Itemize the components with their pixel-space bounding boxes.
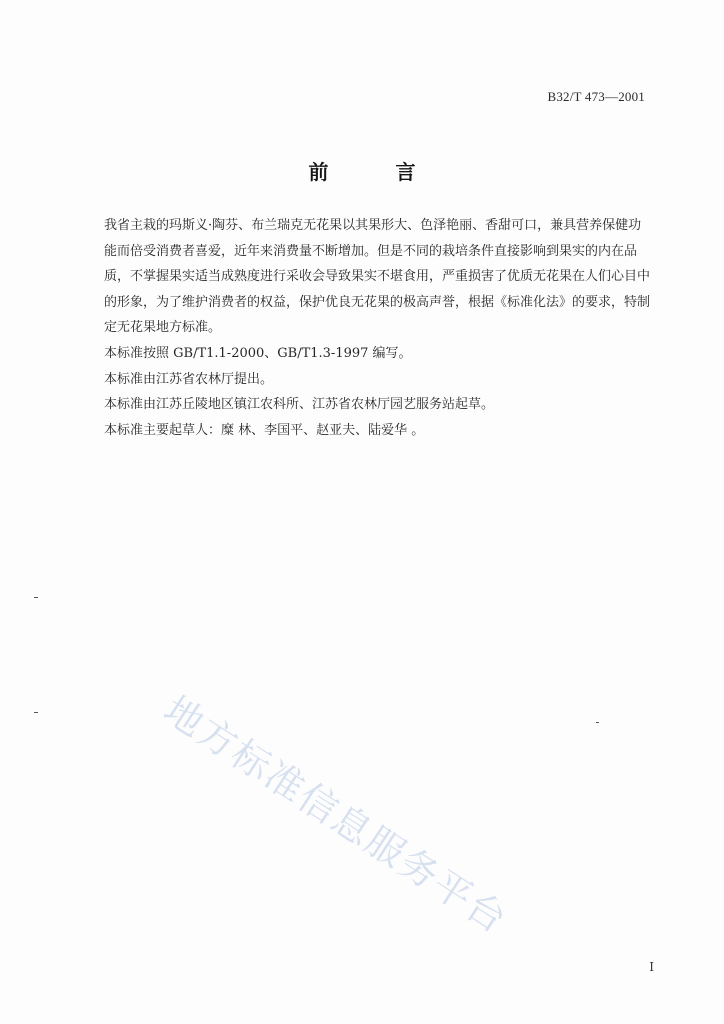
foreword-paragraph-2: 本标准按照 GB/T1.1-2000、GB/T1.3-1997 编写。 (104, 345, 412, 361)
scan-mark (34, 712, 38, 713)
scan-mark (34, 597, 38, 598)
document-code: B32/T 473—2001 (547, 89, 645, 104)
page-title: 前 言 (308, 160, 446, 184)
foreword-paragraph-4: 本标准由江苏丘陵地区镇江农科所、江苏省农林厅园艺服务站起草。 (104, 397, 495, 413)
foreword-paragraph-5: 本标准主要起草人：糜 林、李国平、赵亚夫、陆爱华 。 (104, 422, 425, 438)
foreword-body (104, 213, 652, 443)
page-number: I (649, 960, 654, 974)
scan-mark (596, 722, 599, 723)
foreword-paragraph-1: 我省主栽的玛斯义·陶芬、布兰瑞克无花果以其果形大、色泽艳丽、香甜可口，兼具营养保健功能而倍受消费者喜爱，近年来消费量不断增加。但是不同的栽培条件直接影响到果实的内在品质，不掌握果实适当成熟度进行采收会导致果实不堪食用，严重损害了优质无花果在人们心目中的形象，为了维护消费者的权益，保护优良无花果的极高声誉，根据《标准化法》的要求，特制定无花果地方标准。 (104, 218, 651, 336)
watermark-text: 地方标准信息服务平台 (156, 687, 516, 943)
foreword-paragraph-3: 本标准由江苏省农林厅提出。 (104, 371, 274, 387)
